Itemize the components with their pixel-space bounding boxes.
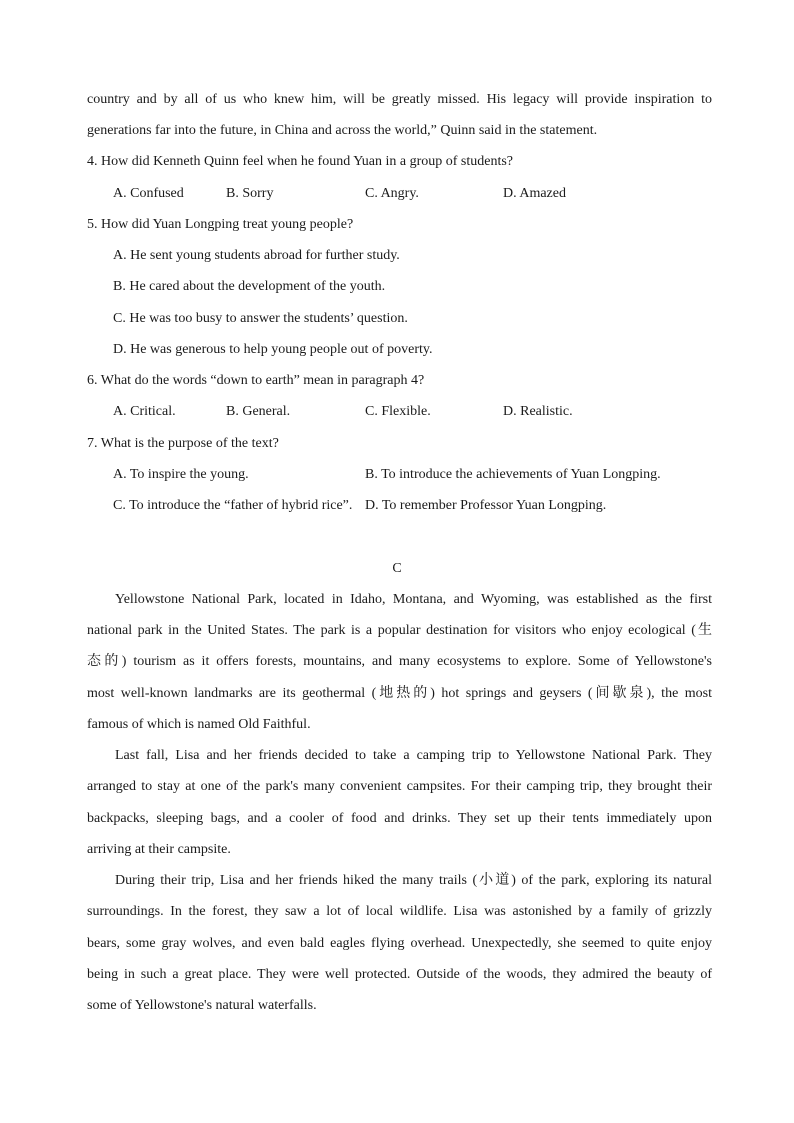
paragraph-line: surroundings. In the forest, they saw a lot of local wildlife. Lisa was astonished by a family of grizzly bbox=[87, 904, 712, 919]
option-c: C. To introduce the “father of hybrid rice”. bbox=[113, 498, 353, 513]
question-stem: 6. What do the words “down to earth” mean in paragraph 4? bbox=[87, 373, 425, 388]
option-c: C. He was too busy to answer the students’ question. bbox=[113, 311, 408, 326]
paragraph-line: Last fall, Lisa and her friends decided to take a camping trip to Yellowstone National Park. They bbox=[115, 748, 712, 763]
option-c: C. Angry. bbox=[365, 186, 419, 201]
option-b: B. To introduce the achievements of Yuan Longping. bbox=[365, 467, 661, 482]
option-b: B. Sorry bbox=[226, 186, 274, 201]
option-c: C. Flexible. bbox=[365, 404, 431, 419]
paragraph-line: arranged to stay at one of the park's many convenient campsites. For their camping trip, they brought their bbox=[87, 779, 712, 794]
option-a: A. Confused bbox=[113, 186, 184, 201]
paragraph-line: national park in the United States. The park is a popular destination for visitors who enjoy ecological (生 bbox=[87, 623, 712, 638]
option-b: B. He cared about the development of the youth. bbox=[113, 279, 386, 294]
option-d: D. Amazed bbox=[503, 186, 566, 201]
question-stem: 4. How did Kenneth Quinn feel when he found Yuan in a group of students? bbox=[87, 154, 514, 169]
paragraph-line: bears, some gray wolves, and even bald eagles flying overhead. Unexpectedly, she seemed to quite enjoy bbox=[87, 936, 712, 951]
option-a: A. To inspire the young. bbox=[113, 467, 249, 482]
paragraph-line: backpacks, sleeping bags, and a cooler of food and drinks. They set up their tents immediately upon bbox=[87, 811, 712, 826]
option-b: B. General. bbox=[226, 404, 291, 419]
question-stem: 7. What is the purpose of the text? bbox=[87, 436, 279, 451]
paragraph-line: most well-known landmarks are its geothermal (地热的) hot springs and geysers (间歇泉), the most bbox=[87, 686, 712, 701]
option-d: D. To remember Professor Yuan Longping. bbox=[365, 498, 607, 513]
option-d: D. He was generous to help young people out of poverty. bbox=[113, 342, 433, 357]
option-d: D. Realistic. bbox=[503, 404, 573, 419]
passage-line: country and by all of us who knew him, will be greatly missed. His legacy will provide inspiration to bbox=[87, 92, 712, 107]
paragraph-line: some of Yellowstone's natural waterfalls. bbox=[87, 998, 317, 1013]
paragraph-line: being in such a great place. They were well protected. Outside of the woods, they admired the beauty of bbox=[87, 967, 712, 982]
option-a: A. He sent young students abroad for further study. bbox=[113, 248, 400, 263]
passage-line: generations far into the future, in China and across the world,” Quinn said in the statement. bbox=[87, 123, 598, 138]
paragraph-line: famous of which is named Old Faithful. bbox=[87, 717, 311, 732]
section-heading: C bbox=[392, 561, 402, 576]
paragraph-line: 态的) tourism as it offers forests, mountains, and many ecosystems to explore. Some of Yellowstone's bbox=[87, 654, 712, 669]
paragraph-line: During their trip, Lisa and her friends hiked the many trails (小道) of the park, exploring its natural bbox=[115, 873, 712, 888]
paragraph-line: arriving at their campsite. bbox=[87, 842, 231, 857]
paragraph-line: Yellowstone National Park, located in Idaho, Montana, and Wyoming, was established as the first bbox=[115, 592, 712, 607]
question-stem: 5. How did Yuan Longping treat young people? bbox=[87, 217, 354, 232]
option-a: A. Critical. bbox=[113, 404, 176, 419]
